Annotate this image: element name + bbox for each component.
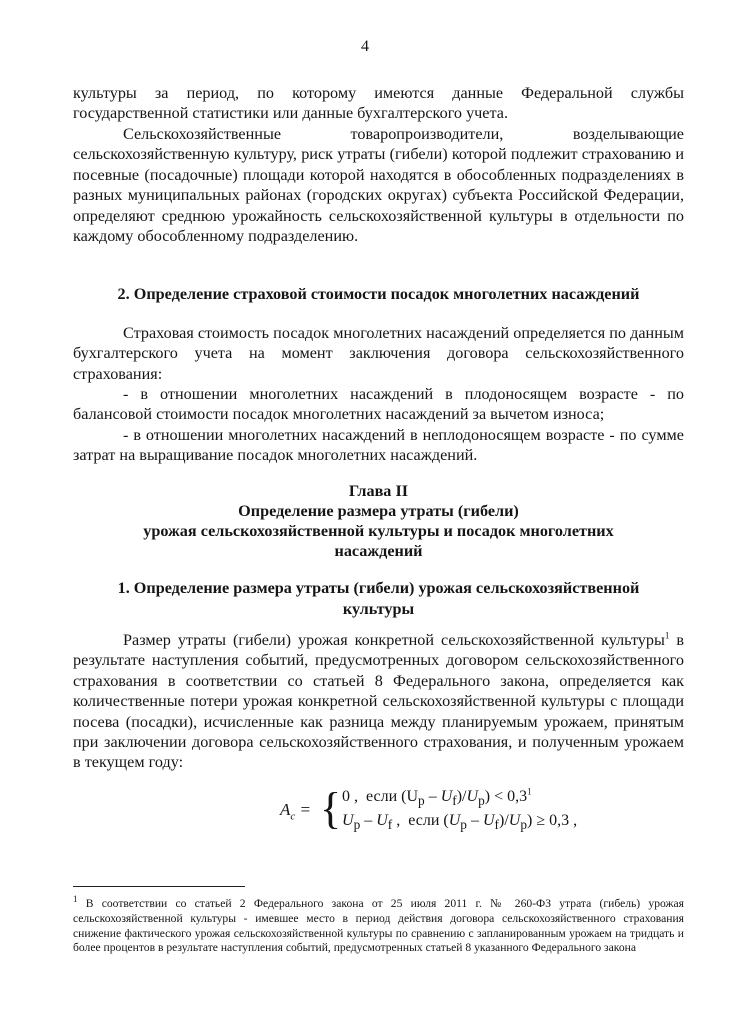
formula-case-1-value: 0 , <box>342 788 358 805</box>
footnote-text: В соответствии со статьей 2 Федерального закона от 25 июля 2011 г. № 260-ФЗ утрата (гибель) урожая сельскохозяйственной культуры - имевшее место в период действия договора сельскохозяйственного страхования снижение фактического урожая сельскохозяйственной культуры по сравнению с запланированным урожаем на тридцать и более процентов в результате наступления событий, предусмотренных статьей 8 указанного Федерального закона <box>73 897 684 955</box>
formula-case-1-footnote: 1 <box>527 786 532 797</box>
paragraph-non-fruiting-age: - в отношении многолетних насаждений в неплодоносящем возрасте - по сумме затрат на выращивание посадок многолетних насаждений. <box>73 426 684 465</box>
section-heading-loss-size-line2: культуры <box>342 600 415 618</box>
footnote-reference: 1 <box>664 630 670 641</box>
footnote-number: 1 <box>73 894 78 905</box>
formula-lhs <box>280 800 311 822</box>
loss-formula <box>280 784 620 838</box>
footnote-divider <box>73 886 245 887</box>
chapter-label: Глава II <box>348 482 409 500</box>
formula-equals: = <box>295 800 312 819</box>
chapter-title-line2: урожая сельскохозяйственной культуры и посадок многолетних <box>143 522 614 540</box>
section-heading-loss-size-line1: 1. Определение размера утраты (гибели) урожая сельскохозяйственной <box>117 579 640 597</box>
formula-lhs-subscript: c <box>290 810 296 823</box>
section-heading-insurance-value: 2. Определение страховой стоимости посадок многолетних насаждений <box>117 285 640 303</box>
formula-case-1-condition: если (U <box>366 788 419 805</box>
formula-case-1: 0 , если $(U_p - U_f)/U_p) < 0,3^1$ <box>342 786 532 809</box>
formula-case-1-threshold: ) < 0,3 <box>484 788 528 805</box>
formula-brace: { <box>320 784 342 833</box>
footnote <box>73 894 684 956</box>
paragraph-loss-size-start: Размер утраты (гибели) урожая конкретной сельскохозяйственной культуры <box>123 631 665 649</box>
formula-case-2-value: U <box>342 812 354 829</box>
paragraph-loss-size <box>73 630 684 773</box>
page-number: 4 <box>361 38 369 55</box>
formula-case-2-threshold: ) ≥ 0,3 , <box>527 812 578 829</box>
paragraph-continuation: культуры за период, по которому имеются данные Федеральной службы государственной статистики или данные бухгалтерского учета. <box>73 84 684 123</box>
formula-lhs-variable: A <box>280 800 291 819</box>
paragraph-loss-size-rest: в результате наступления событий, предусмотренных договором сельскохозяйственного страхования в соответствии со статьей 8 Федерального закона, определяется как количественные потери урожая конкретной сельскохозяйственной культуры с площади посева (посадки), исчисленные как разница между планируемым урожаем, принятым при заключении договора сельскохозяйственного страхования, и полученным урожаем в текущем году: <box>73 631 684 772</box>
formula-case-2: $U_p - U_f$ , если $(U_p - U_f)/U_p) \ge 0,3$ , <box>342 812 578 833</box>
paragraph-producers: Сельскохозяйственные товаропроизводители, возделывающие сельскохозяйственную культуру, риск утраты (гибели) которой подлежит страхованию и посевные (посадочные) площади которой находятся в обособленных подразделениях в разных муниципальных районах (городских округах) субъекта Российской Федерации, определяют среднюю урожайность сельскохозяйственной культуры в отдельности по каждому обособленному подразделению. <box>73 125 684 246</box>
chapter-title-line1: Определение размера утраты (гибели) <box>238 502 519 520</box>
paragraph-insurance-value: Страховая стоимость посадок многолетних насаждений определяется по данным бухгалтерского учета на момент заключения договора сельскохозяйственного страхования: <box>73 324 684 383</box>
chapter-title-line3: насаждений <box>334 542 423 560</box>
paragraph-fruiting-age: - в отношении многолетних насаждений в плодоносящем возрасте - по балансовой стоимости посадок многолетних насаждений за вычетом износа; <box>73 385 684 424</box>
